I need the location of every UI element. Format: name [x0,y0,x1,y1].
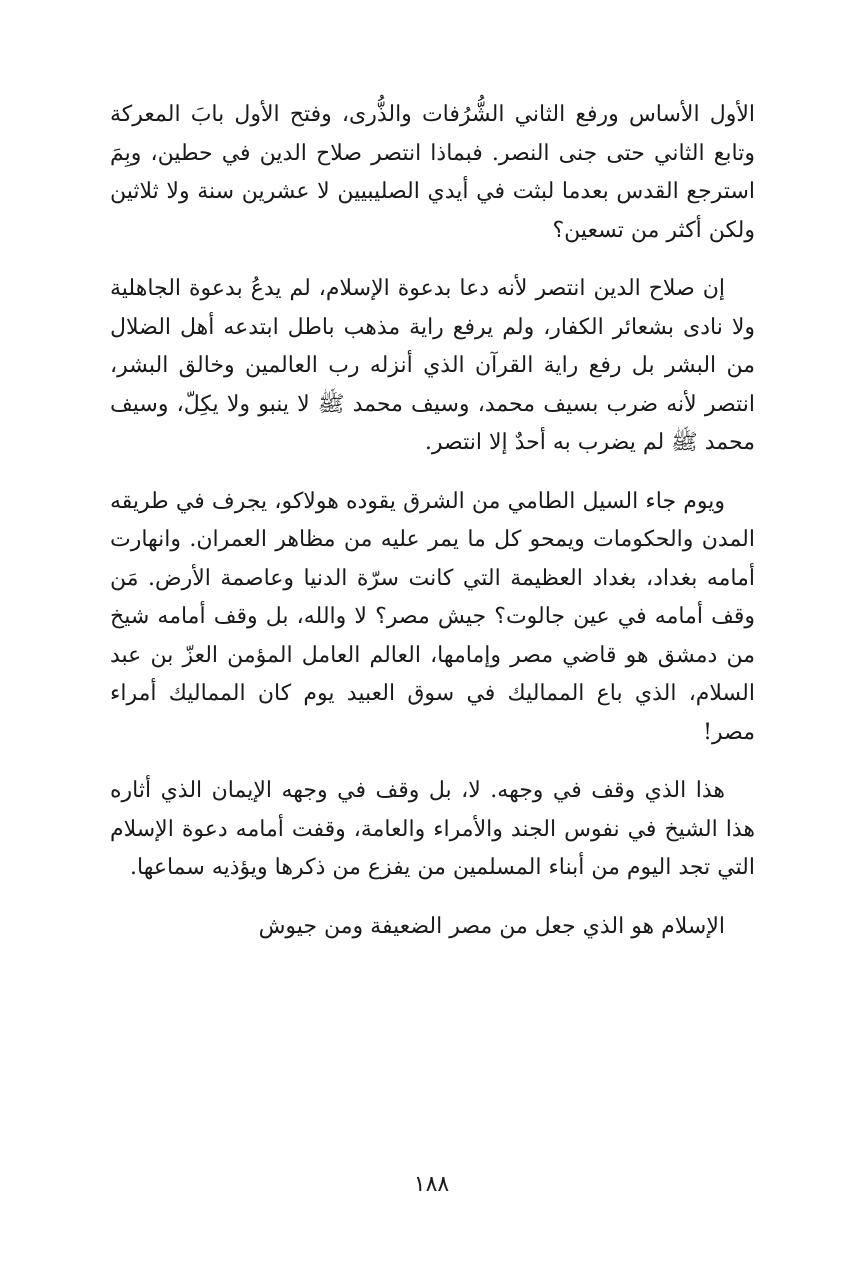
paragraph-5: الإسلام هو الذي جعل من مصر الضعيفة ومن جيوش [258,913,725,939]
paragraph-1: الأول الأساس ورفع الثاني الشُّرُفات والذُّرى، وفتح الأول بابَ المعركة وتابع الثاني حتى جنى النصر. فبماذا انتصر صلاح الدين في حطين، وبِمَ استرجع القدس بعدما لبثت في أيدي الصليبيين لا عشرين سنة ولا ثلاثين ولكن أكثر من تسعين؟ [110,102,755,243]
paragraph-4: هذا الذي وقف في وجهه. لا، بل وقف في وجهه الإيمان الذي أثاره هذا الشيخ في نفوس الجند والأمراء والعامة، وقفت أمامه دعوة الإسلام التي تجد اليوم من أبناء المسلمين من يفزع من ذكرها ويؤذيه سماعها. [110,778,755,880]
paragraph-3: ويوم جاء السيل الطامي من الشرق يقوده هولاكو، يجرف في طريقه المدن والحكومات ويمحو كل ما يمر عليه من مظاهر العمران. وانهارت أمامه بغداد، بغداد العظيمة التي كانت سرّة الدنيا وعاصمة الأرض. مَن وقف أمامه في عين جالوت؟ جيش مصر؟ لا والله، بل وقف أمامه شيخ من دمشق هو قاضي مصر وإمامها، العالم العامل المؤمن العزّ بن عبد السلام، الذي باع المماليك في سوق العبيد يوم كان المماليك أمراء مصر! [110,488,755,745]
paragraph-2: إن صلاح الدين انتصر لأنه دعا بدعوة الإسلام، لم يدعُ بدعوة الجاهلية ولا نادى بشعائر الكفار، ولم يرفع راية مذهب باطل ابتدعه أهل الضلال من البشر بل رفع راية القرآن الذي أنزله رب العالمين وخالق البشر، انتصر لأنه ضرب بسيف محمد، وسيف محمد ﷺ لا ينبو ولا يكِلّ، وسيف محمد ﷺ لم يضرب به أحدٌ إلا انتصر. [110,276,755,455]
page-number: ١٨٨ [413,1172,450,1197]
text-body [110,96,755,966]
